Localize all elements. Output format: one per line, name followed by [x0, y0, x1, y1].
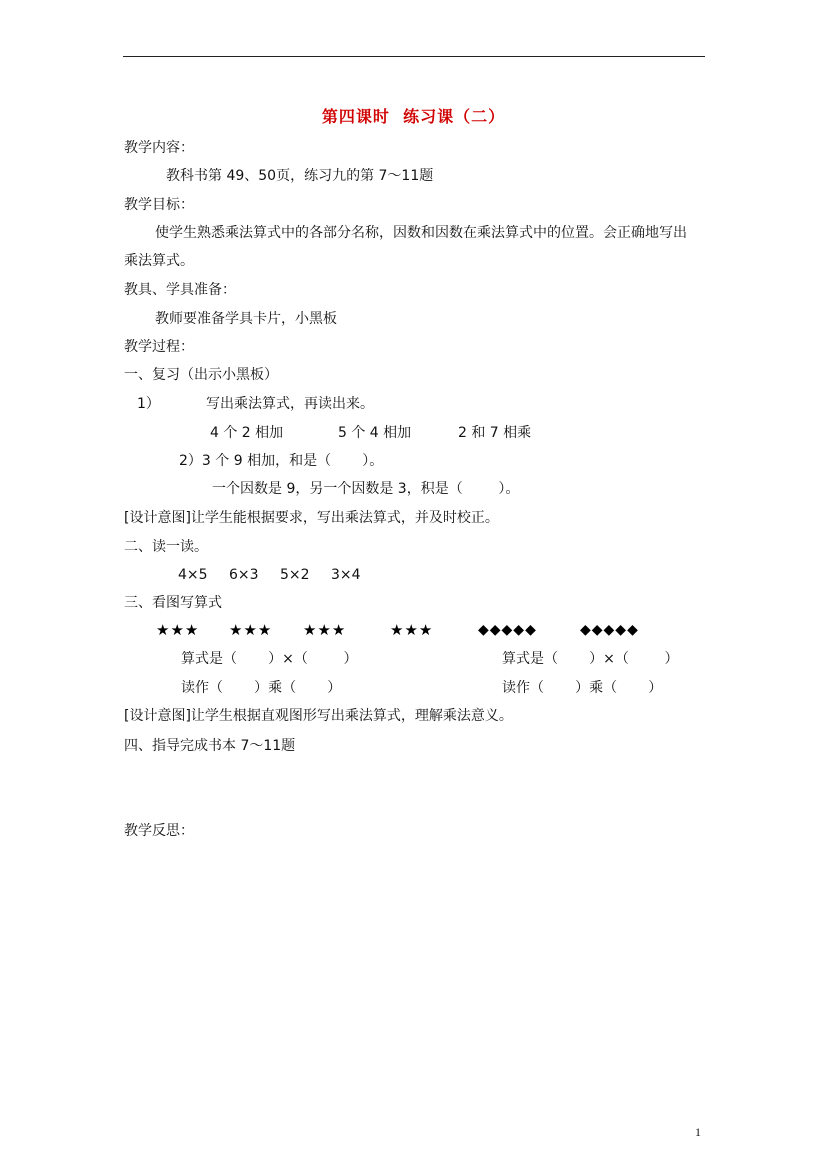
- content-label: 教学内容：: [124, 140, 194, 156]
- question-1-number: 1）: [137, 396, 160, 412]
- question-1-item-c: 2 和 7 相乘: [458, 425, 532, 441]
- lesson-title: 第四课时 练习课（二）: [321, 107, 506, 126]
- star-group-icon: ★★★: [303, 621, 347, 639]
- question-2-b: 一个因数是 9，另一个因数是 3，积是（ ）。: [212, 481, 520, 497]
- goal-line-2: 乘法算式。: [124, 253, 194, 269]
- read-heading: 二、读一读。: [124, 539, 208, 555]
- diamond-group-icon: ◆◆◆◆◆: [580, 622, 639, 638]
- header-rule: [123, 56, 705, 57]
- read-item: 5×2: [280, 567, 310, 583]
- content-text: 教科书第 49、50页，练习九的第 7～11题: [166, 168, 434, 184]
- read-item: 4×5: [178, 567, 208, 583]
- read-item: 3×4: [331, 567, 361, 583]
- formula-left: 算式是（ ）×（ ）: [181, 651, 358, 667]
- question-1-item-a: 4 个 2 相加: [210, 425, 284, 441]
- star-group-icon: ★★★: [156, 621, 200, 639]
- page-number: 1: [695, 1125, 701, 1139]
- review-heading: 一、复习（出示小黑板）: [124, 367, 278, 383]
- reading-right: 读作（ ）乘（ ）: [502, 680, 663, 696]
- read-item: 6×3: [229, 567, 259, 583]
- reflection-label: 教学反思：: [124, 823, 194, 839]
- design-intent-1: [设计意图]让学生能根据要求，写出乘法算式，并及时校正。: [124, 510, 499, 526]
- star-group-icon: ★★★: [390, 621, 434, 639]
- process-label: 教学过程：: [124, 339, 194, 355]
- design-intent-2: [设计意图]让学生根据直观图形写出乘法算式，理解乘法意义。: [124, 708, 513, 724]
- formula-right: 算式是（ ）×（ ）: [502, 651, 679, 667]
- question-2: 2）3 个 9 相加，和是（ ）。: [179, 453, 384, 469]
- question-1-item-b: 5 个 4 相加: [338, 425, 412, 441]
- diamond-group-icon: ◆◆◆◆◆: [478, 622, 537, 638]
- picture-heading: 三、看图写算式: [124, 595, 222, 611]
- goal-label: 教学目标：: [124, 197, 194, 213]
- star-group-icon: ★★★: [229, 621, 273, 639]
- reading-left: 读作（ ）乘（ ）: [181, 680, 342, 696]
- goal-line-1: 使学生熟悉乘法算式中的各部分名称，因数和因数在乘法算式中的位置。会正确地写出: [155, 225, 687, 241]
- question-1-text: 写出乘法算式，再读出来。: [206, 396, 374, 412]
- tools-label: 教具、学具准备：: [124, 282, 236, 298]
- tools-text: 教师要准备学具卡片，小黑板: [155, 311, 337, 327]
- guide-heading: 四、指导完成书本 7～11题: [124, 738, 296, 754]
